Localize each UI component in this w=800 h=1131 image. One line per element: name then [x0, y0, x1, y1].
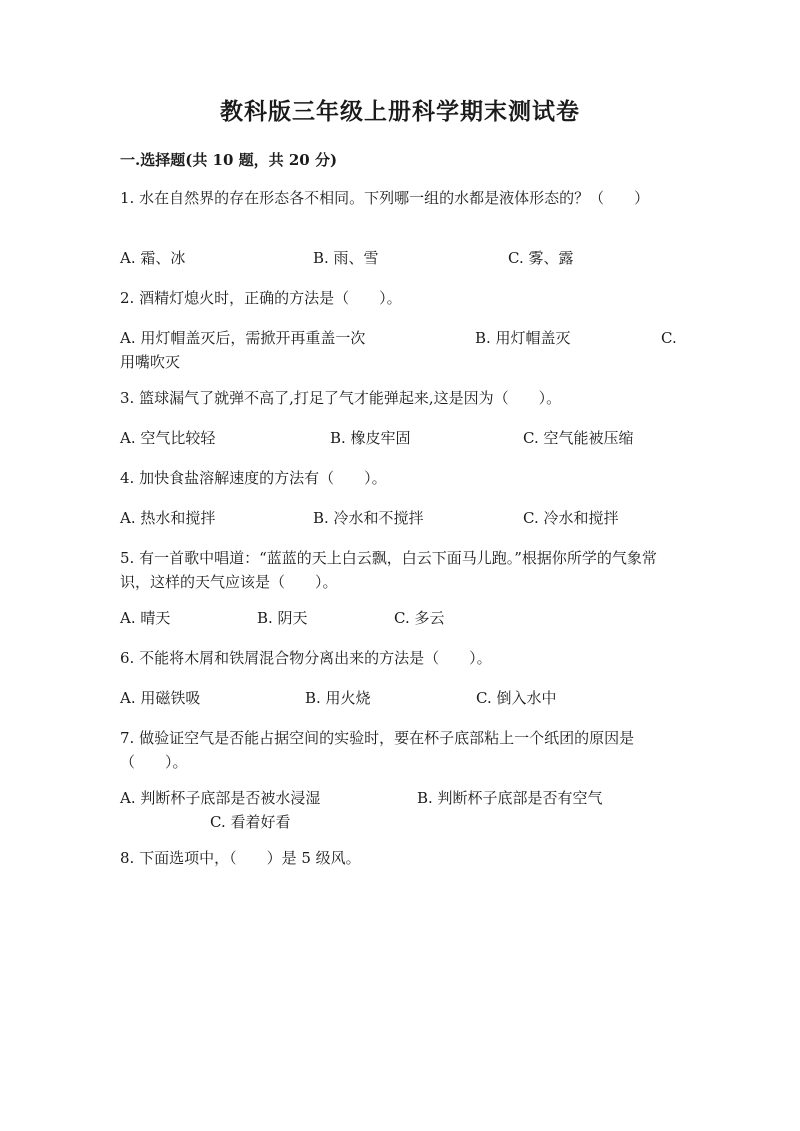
question-7: 7. 做验证空气是否能占据空间的实验时，要在杯子底部粘上一个纸团的原因是（ ）。: [120, 729, 635, 771]
question-5: 5. 有一首歌中唱道：“蓝蓝的天上白云飘，白云下面马儿跑。”根据你所学的气象常识，这样的天气应该是（ ）。: [120, 549, 657, 591]
question-7-options: [120, 786, 680, 810]
question-6: 6. 不能将木屑和铁屑混合物分离出来的方法是（ ）。: [120, 649, 492, 667]
question-3-options: [120, 426, 680, 450]
question-6-option-a: A. 用磁铁吸: [120, 689, 201, 707]
question-4-option-a: A. 热水和搅拌: [120, 509, 216, 527]
question-6-option-c: C. 倒入水中: [476, 689, 557, 707]
question-1-option-c: C. 雾、露: [508, 249, 574, 267]
question-3-option-a: A. 空气比较轻: [120, 429, 216, 447]
question-3-option-c: C. 空气能被压缩: [523, 429, 634, 447]
question-2-option-c-text: 用嘴吹灭: [120, 353, 181, 371]
question-7-option-a: A. 判断杯子底部是否被水浸湿: [120, 789, 321, 807]
question-1-option-b: B. 雨、雪: [313, 249, 379, 267]
question-2-option-c-label: C.: [661, 329, 677, 347]
question-8: 8. 下面选项中，（ ）是 5 级风。: [120, 849, 361, 867]
question-5-option-c: C. 多云: [394, 609, 445, 627]
question-2-option-b: B. 用灯帽盖灭: [475, 329, 571, 347]
exam-title: 教科版三年级上册科学期末测试卷: [220, 98, 580, 125]
question-5-options: [120, 606, 680, 630]
question-5-option-b: B. 阴天: [257, 609, 308, 627]
question-2-option-a: A. 用灯帽盖灭后，需掀开再重盖一次: [120, 329, 366, 347]
section-heading: 一.选择题(共 10 题，共 20 分): [120, 151, 338, 169]
question-3: 3. 篮球漏气了就弹不高了,打足了气才能弹起来,这是因为（ ）。: [120, 389, 562, 407]
question-6-option-b: B. 用火烧: [305, 689, 371, 707]
question-1-options: [120, 246, 680, 270]
question-1-option-a: A. 霜、冰: [120, 249, 186, 267]
question-2-options: [120, 326, 680, 350]
question-4-option-b: B. 冷水和不搅拌: [313, 509, 424, 527]
question-3-option-b: B. 橡皮牢固: [330, 429, 411, 447]
question-2: 2. 酒精灯熄火时，正确的方法是（ ）。: [120, 289, 402, 307]
question-4: 4. 加快食盐溶解速度的方法有（ ）。: [120, 469, 387, 487]
question-6-options: [120, 686, 680, 710]
question-4-option-c: C. 冷水和搅拌: [523, 509, 619, 527]
question-7-option-c: C. 看着好看: [210, 813, 291, 831]
question-4-options: [120, 506, 680, 530]
question-7-option-b: B. 判断杯子底部是否有空气: [417, 789, 603, 807]
question-1: 1. 水在自然界的存在形态各不相同。下列哪一组的水都是液体形态的？（ ）: [120, 189, 650, 207]
question-5-option-a: A. 晴天: [120, 609, 171, 627]
